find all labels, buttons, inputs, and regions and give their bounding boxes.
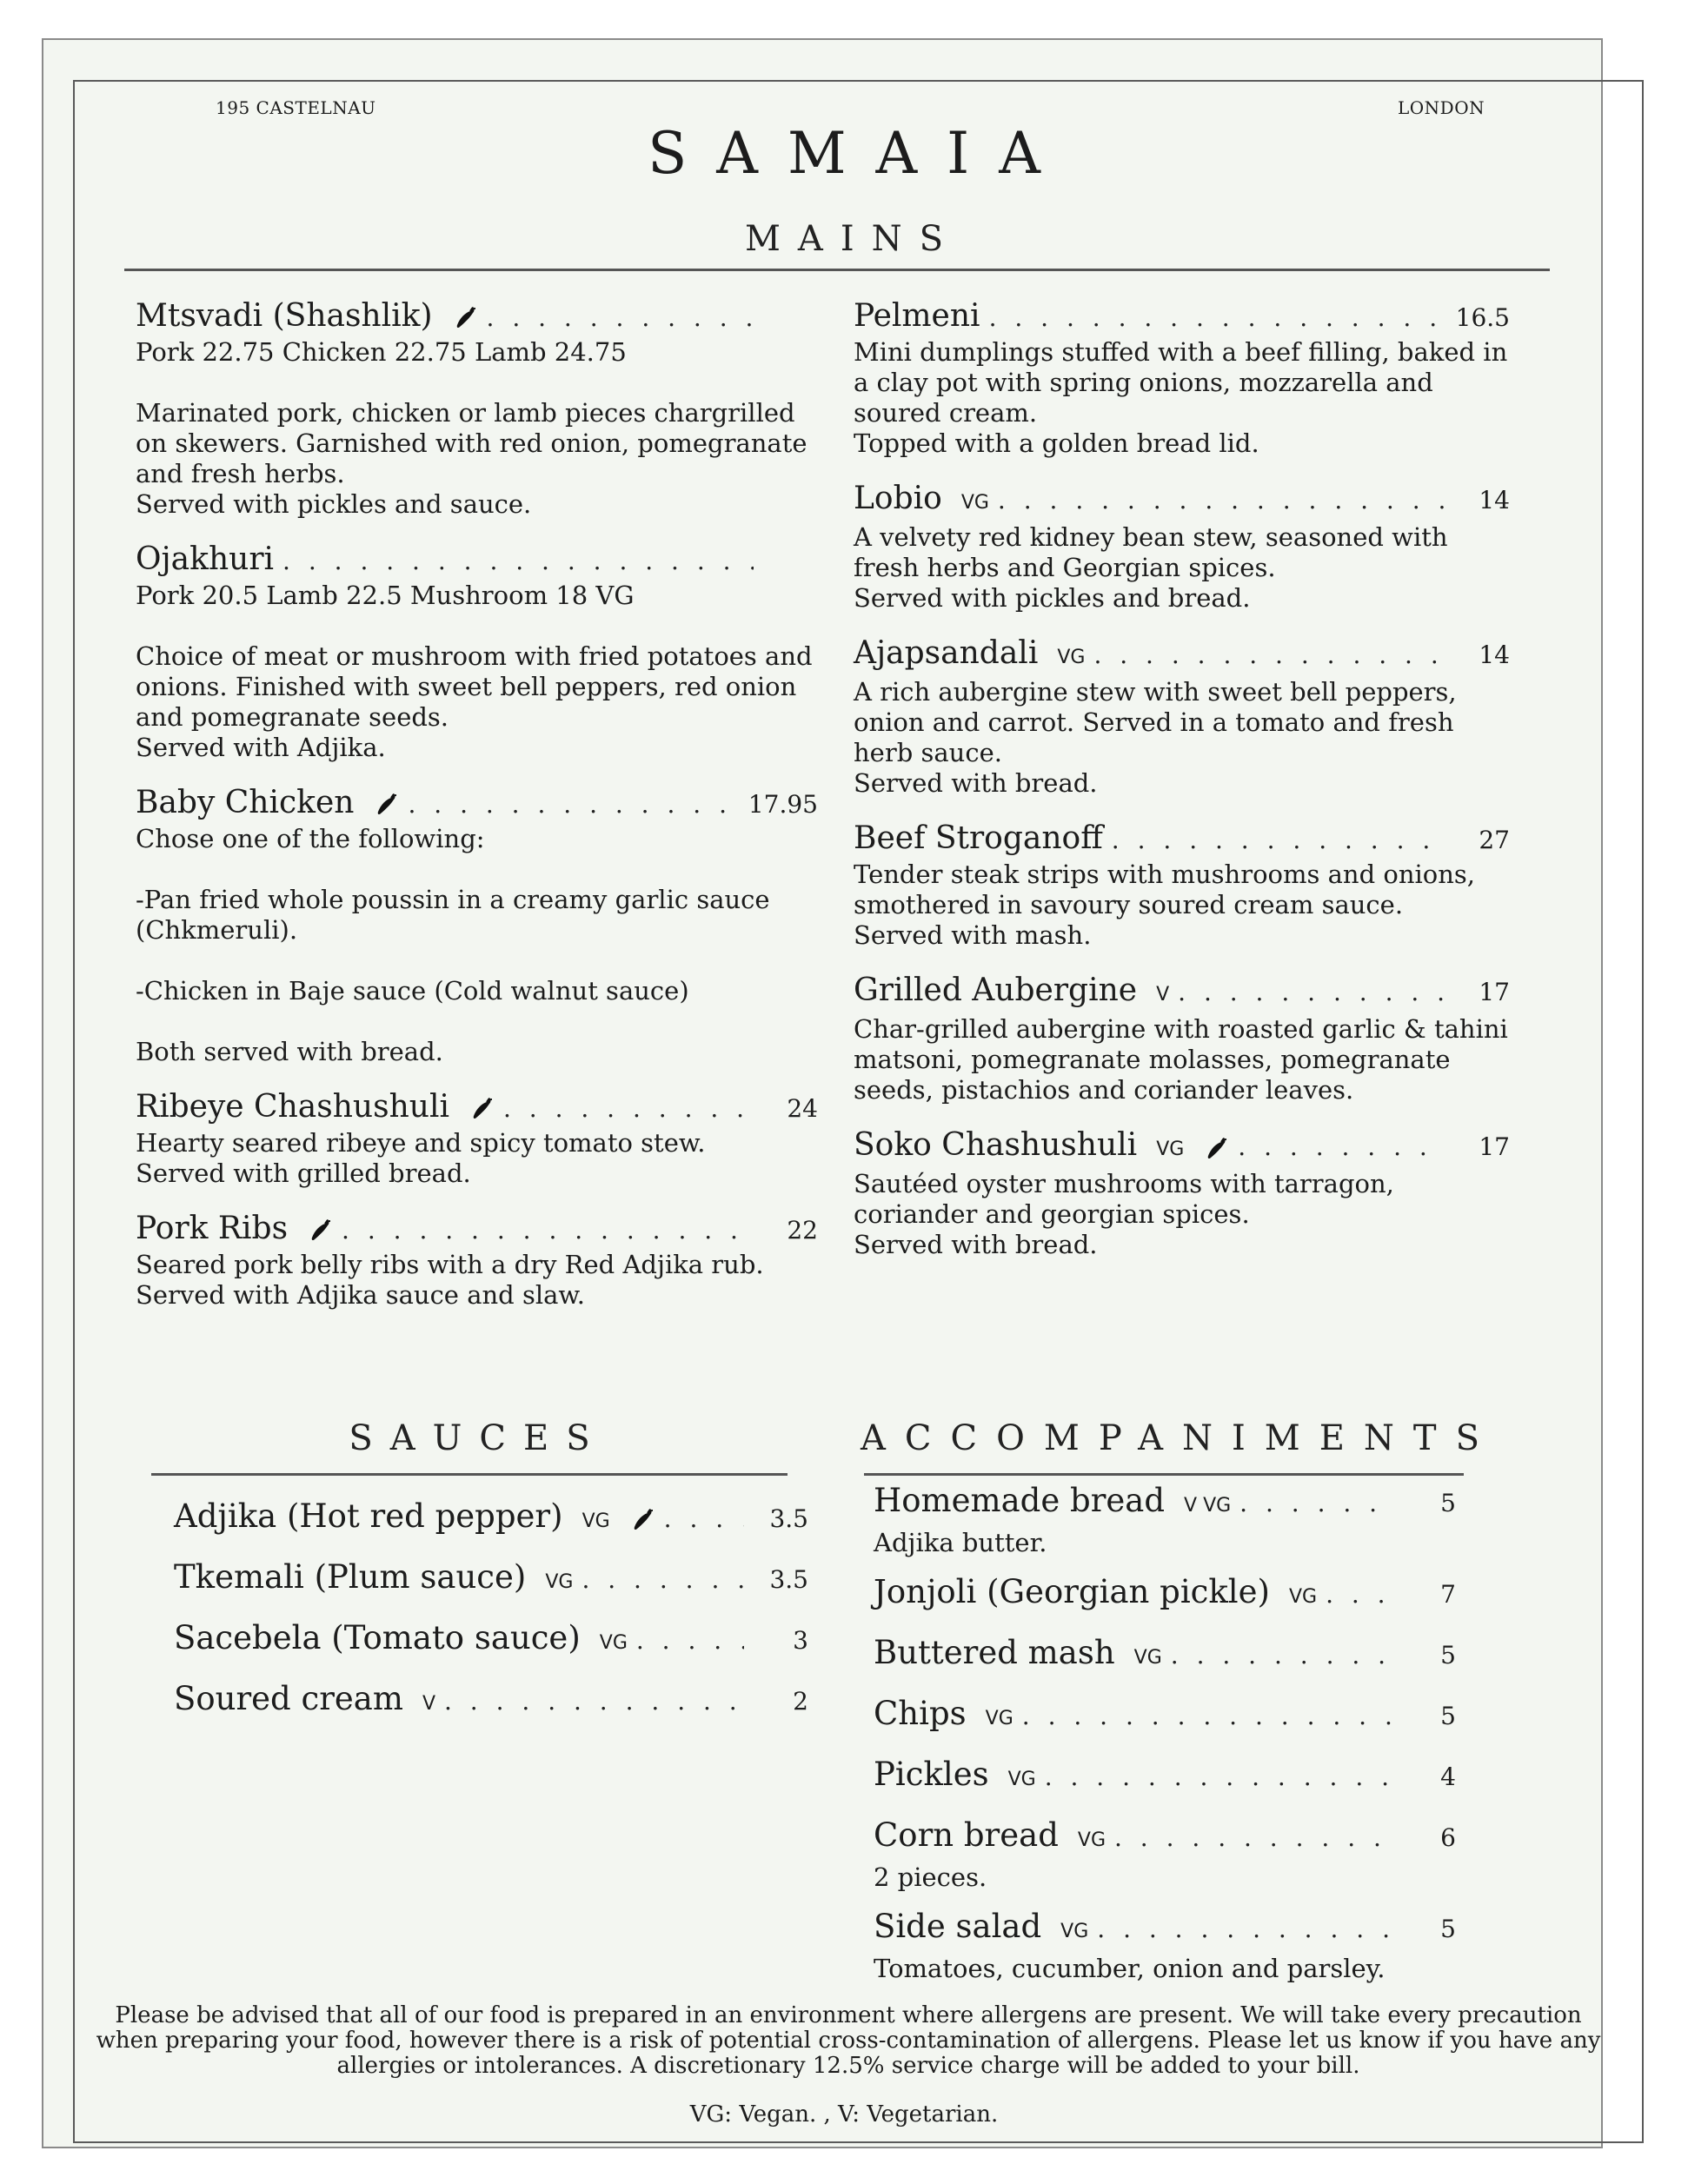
menu-item-price: 16.5 xyxy=(1455,303,1510,332)
leader-dots xyxy=(989,299,1444,337)
leader-dots xyxy=(1093,636,1445,674)
menu-item xyxy=(874,1570,1456,1619)
menu-item-header xyxy=(174,1616,808,1665)
leader-dots xyxy=(444,1680,744,1723)
leader-dots xyxy=(1326,1573,1392,1616)
restaurant-city: LONDON xyxy=(1398,97,1485,118)
menu-item xyxy=(174,1556,808,1604)
menu-item-header xyxy=(854,634,1510,677)
menu-item-price: 24 xyxy=(787,1094,818,1123)
menu-item-description: Adjika butter. xyxy=(874,1528,1047,1557)
menu-item-price: 4 xyxy=(1440,1762,1456,1791)
menu-item xyxy=(854,634,1510,799)
leader-dots xyxy=(487,299,754,337)
diet-tag: VG xyxy=(985,1708,1013,1729)
menu-item-name: Baby Chicken xyxy=(136,785,355,820)
accompaniments-list xyxy=(874,1479,1456,1996)
menu-item-description: A velvety red kidney bean stew, seasoned with fresh herbs and Georgian spices. Served with pickles and bread. xyxy=(854,522,1448,613)
menu-item-header xyxy=(874,1905,1456,1954)
menu-item-price: 3.5 xyxy=(769,1565,808,1594)
leader-dots xyxy=(1178,973,1445,1012)
menu-item-name: Ajapsandali xyxy=(854,635,1039,671)
menu-item-header xyxy=(174,1556,808,1604)
leader-dots xyxy=(1239,1482,1392,1525)
menu-item xyxy=(136,1210,818,1311)
menu-item xyxy=(174,1616,808,1665)
leader-dots xyxy=(503,1090,754,1128)
menu-item xyxy=(136,784,818,1067)
menu-item-description: Tender steak strips with mushrooms and onions, smothered in savoury soured cream sauce. Served with mash. xyxy=(854,860,1476,950)
menu-item-name: Ojakhuri xyxy=(136,541,275,577)
menu-item-header xyxy=(136,784,818,824)
menu-item-header xyxy=(874,1479,1456,1528)
leader-dots xyxy=(282,542,754,581)
menu-item xyxy=(874,1753,1456,1802)
chili-pepper-icon xyxy=(629,1506,655,1532)
allergen-notice: Please be advised that all of our food is prepared in an environment where allergens are present. We will take every precaution when preparing your food, however there is a risk of potential cross-contamination of allergens. Please let us know if you have any allergies or intolerances. A discretionary 12.5% service charge will be added to your bill. xyxy=(96,2002,1601,2079)
menu-item-description: Char-grilled aubergine with roasted garlic & tahini matsoni, pomegranate molasses, pomegranate seeds, pistachios and coriander leaves. xyxy=(854,1014,1508,1105)
menu-item xyxy=(874,1814,1456,1893)
menu-item xyxy=(136,1088,818,1189)
menu-item-description: Hearty seared ribeye and spicy tomato stew. Served with grilled bread. xyxy=(136,1128,706,1188)
menu-item-header xyxy=(874,1753,1456,1802)
menu-item xyxy=(854,820,1510,951)
menu-item-price: 2 xyxy=(793,1687,808,1716)
diet-tag: VG xyxy=(1060,1921,1089,1942)
menu-item-name: Lobio xyxy=(854,481,942,516)
menu-item xyxy=(174,1677,808,1726)
menu-item-name: Corn bread xyxy=(874,1816,1059,1854)
leader-dots xyxy=(664,1497,744,1541)
menu-item-header xyxy=(174,1495,808,1543)
diet-tag: VG xyxy=(1007,1769,1036,1790)
menu-item xyxy=(174,1495,808,1543)
diet-tag: VG xyxy=(581,1510,610,1532)
menu-item-header xyxy=(854,297,1510,337)
diet-tag: VG xyxy=(545,1571,574,1593)
menu-item-name: Homemade bread xyxy=(874,1482,1166,1519)
accompaniments-title: ACCOMPANIMENTS xyxy=(861,1418,1499,1458)
menu-item-header xyxy=(136,541,818,581)
diet-tag: V xyxy=(422,1693,435,1715)
menu-item-header xyxy=(854,972,1510,1014)
menu-item-price: 3.5 xyxy=(769,1504,808,1533)
menu-item-price: 6 xyxy=(1440,1823,1456,1852)
menu-item-name: Pelmeni xyxy=(854,298,980,334)
chili-pepper-icon xyxy=(1203,1135,1229,1161)
menu-item-name: Soured cream xyxy=(174,1680,403,1717)
leader-dots xyxy=(1114,1816,1392,1860)
menu-item-name: Tkemali (Plum sauce) xyxy=(174,1558,527,1596)
menu-item-header xyxy=(136,297,818,337)
menu-item xyxy=(854,1126,1510,1260)
menu-item-name: Grilled Aubergine xyxy=(854,973,1138,1008)
menu-item-header xyxy=(874,1631,1456,1680)
menu-item-price: 5 xyxy=(1440,1641,1456,1670)
sauces-divider xyxy=(151,1473,788,1476)
menu-item xyxy=(136,297,818,520)
menu-item-name: Pork Ribs xyxy=(136,1211,289,1246)
menu-item xyxy=(136,541,818,763)
diet-tag: VG xyxy=(1057,647,1086,668)
menu-item-price: 14 xyxy=(1479,641,1510,669)
menu-item xyxy=(874,1631,1456,1680)
menu-item-description: Sautéed oyster mushrooms with tarragon, coriander and georgian spices. Served with bread. xyxy=(854,1169,1394,1259)
restaurant-brand: SAMAIA xyxy=(648,120,1070,187)
diet-tag: VG xyxy=(1077,1829,1106,1851)
mains-divider xyxy=(124,269,1550,271)
menu-item-name: Adjika (Hot red pepper) xyxy=(174,1497,563,1535)
menu-item-name: Side salad xyxy=(874,1908,1042,1945)
accompaniments-divider xyxy=(864,1473,1464,1476)
leader-dots xyxy=(998,481,1445,520)
menu-item-description: Mini dumplings stuffed with a beef filling, baked in a clay pot with spring onions, mozzarella and soured cream. Topped with a golden bread lid. xyxy=(854,337,1508,458)
leader-dots xyxy=(1097,1908,1392,1951)
menu-item-header xyxy=(874,1570,1456,1619)
menu-item-price: 5 xyxy=(1440,1702,1456,1730)
restaurant-address: 195 CASTELNAU xyxy=(216,97,376,118)
menu-item-header xyxy=(854,480,1510,522)
menu-item-name: Mtsvadi (Shashlik) xyxy=(136,298,433,334)
diet-tag: VG xyxy=(1288,1586,1318,1608)
leader-dots xyxy=(636,1619,744,1663)
menu-item-price: 17 xyxy=(1479,978,1510,1006)
menu-item-header xyxy=(136,1210,818,1250)
menu-item-price: 5 xyxy=(1440,1489,1456,1517)
menu-item-name: Beef Stroganoff xyxy=(854,820,1103,856)
leader-dots xyxy=(1022,1695,1392,1738)
sauces-title: SAUCES xyxy=(349,1418,608,1458)
chili-pepper-icon xyxy=(469,1095,495,1121)
diet-legend: VG: Vegan. , V: Vegetarian. xyxy=(689,2101,999,2128)
diet-tag: VG xyxy=(1133,1647,1162,1669)
menu-item-price: 17 xyxy=(1479,1132,1510,1161)
menu-item-price: 3 xyxy=(793,1626,808,1655)
menu-item-price: 17.95 xyxy=(748,790,818,819)
menu-item-name: Ribeye Chashushuli xyxy=(136,1089,449,1125)
diet-tag: VG xyxy=(599,1632,628,1654)
menu-item-description: A rich aubergine stew with sweet bell peppers, onion and carrot. Served in a tomato and fresh herb sauce. Served with bread. xyxy=(854,677,1457,798)
menu-item-header xyxy=(854,1126,1510,1169)
menu-item-description: 2 pieces. xyxy=(874,1862,987,1892)
menu-item-description: Chose one of the following: -Pan fried whole poussin in a creamy garlic sauce (Chkmeruli). -Chicken in Baje sauce (Cold walnut sauce) Both served with bread. xyxy=(136,824,770,1066)
menu-item xyxy=(874,1905,1456,1984)
diet-tag: V xyxy=(1156,984,1170,1006)
menu-item-name: Sacebela (Tomato sauce) xyxy=(174,1619,581,1656)
menu-item-header xyxy=(854,820,1510,860)
leader-dots xyxy=(1112,821,1445,860)
mains-left-column xyxy=(136,297,818,1331)
diet-tag: V VG xyxy=(1184,1495,1232,1517)
diet-tag: VG xyxy=(960,492,989,514)
leader-dots xyxy=(1171,1634,1392,1677)
chili-pepper-icon xyxy=(307,1217,333,1243)
leader-dots xyxy=(1238,1128,1445,1166)
menu-item-header xyxy=(174,1677,808,1726)
menu-item xyxy=(854,972,1510,1105)
menu-item-description: Seared pork belly ribs with a dry Red Adjika rub. Served with Adjika sauce and slaw. xyxy=(136,1250,764,1310)
menu-item-description: Pork 22.75 Chicken 22.75 Lamb 24.75 Marinated pork, chicken or lamb pieces chargrilled on skewers. Garnished with red onion, pomegranate and fresh herbs. Served with pickles and sauce. xyxy=(136,337,807,519)
leader-dots xyxy=(581,1558,744,1602)
diet-tag: VG xyxy=(1156,1138,1185,1160)
mains-title: MAINS xyxy=(744,219,961,259)
mains-right-column xyxy=(854,297,1510,1281)
menu-item-header xyxy=(136,1088,818,1128)
menu-item-price: 27 xyxy=(1479,826,1510,854)
leader-dots xyxy=(408,786,735,824)
menu-item-price: 5 xyxy=(1440,1915,1456,1943)
menu-item-name: Pickles xyxy=(874,1756,989,1793)
menu-item-description: Tomatoes, cucumber, onion and parsley. xyxy=(874,1954,1386,1983)
menu-item-header xyxy=(874,1692,1456,1741)
menu-item-name: Chips xyxy=(874,1695,967,1732)
menu-item-price: 7 xyxy=(1440,1580,1456,1609)
leader-dots xyxy=(1045,1756,1392,1799)
menu-item xyxy=(874,1692,1456,1741)
menu-item-price: 22 xyxy=(787,1216,818,1245)
menu-item-name: Buttered mash xyxy=(874,1634,1115,1671)
menu-item xyxy=(854,480,1510,614)
leader-dots xyxy=(342,1211,754,1250)
menu-item-description: Pork 20.5 Lamb 22.5 Mushroom 18 VG Choice of meat or mushroom with fried potatoes and onions. Finished with sweet bell peppers, red onion and pomegranate seeds. Served with Adjika. xyxy=(136,581,813,762)
menu-item-name: Jonjoli (Georgian pickle) xyxy=(874,1573,1270,1610)
chili-pepper-icon xyxy=(373,791,399,817)
menu-item-price: 14 xyxy=(1479,486,1510,514)
menu-item-name: Soko Chashushuli xyxy=(854,1127,1138,1163)
menu-item xyxy=(874,1479,1456,1558)
sauces-list xyxy=(174,1495,808,1738)
menu-item xyxy=(854,297,1510,459)
menu-item-header xyxy=(874,1814,1456,1862)
chili-pepper-icon xyxy=(452,304,478,330)
